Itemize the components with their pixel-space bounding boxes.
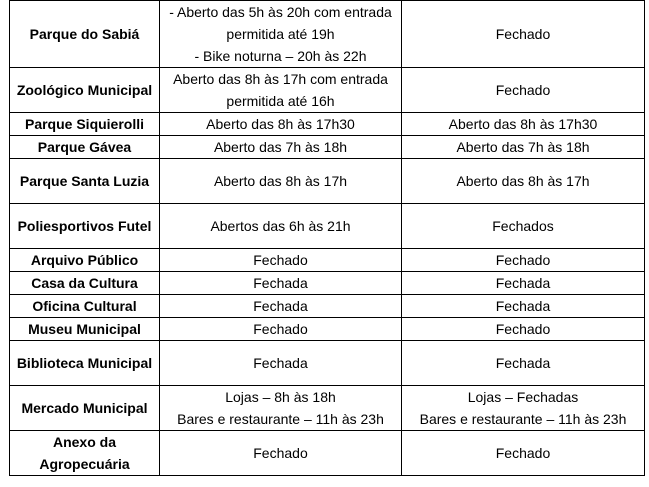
hours-cell-col3: Fechado (402, 318, 645, 341)
venue-name: Mercado Municipal (10, 386, 160, 431)
hours-cell-col2: Fechado (160, 431, 402, 476)
venue-name: Zoológico Municipal (10, 68, 160, 113)
hours-cell-col2: Fechada (160, 341, 402, 386)
venue-name: Anexo da Agropecuária (10, 431, 160, 476)
hours-cell-col3: Fechada (402, 341, 645, 386)
table-row (10, 272, 645, 295)
hours-cell-col2: Fechado (160, 249, 402, 272)
hours-cell-col2: Aberto das 8h às 17h com entrada permitida até 16h (160, 68, 402, 113)
table-row (10, 1, 645, 68)
table-row (10, 68, 645, 113)
venue-name: Oficina Cultural (10, 295, 160, 318)
venue-name: Casa da Cultura (10, 272, 160, 295)
table-row (10, 136, 645, 159)
hours-cell-col3: Fechada (402, 295, 645, 318)
hours-cell-col2: Aberto das 8h às 17h (160, 159, 402, 204)
hours-cell-col3: Fechado (402, 249, 645, 272)
hours-cell-col2: Lojas – 8h às 18h Bares e restaurante – 11h às 23h (160, 386, 402, 431)
table-row (10, 249, 645, 272)
table-row (10, 318, 645, 341)
table-row (10, 159, 645, 204)
hours-cell-col3: Aberto das 8h às 17h (402, 159, 645, 204)
table-row (10, 295, 645, 318)
hours-cell-col2: Fechada (160, 295, 402, 318)
hours-cell-col3: Aberto das 8h às 17h30 (402, 113, 645, 136)
table-row (10, 431, 645, 476)
hours-cell-col2: Aberto das 8h às 17h30 (160, 113, 402, 136)
hours-cell-col3: Aberto das 7h às 18h (402, 136, 645, 159)
table-row (10, 204, 645, 249)
hours-cell-col2: Abertos das 6h às 21h (160, 204, 402, 249)
venue-name: Parque Gávea (10, 136, 160, 159)
venue-name: Arquivo Público (10, 249, 160, 272)
venue-name: Poliesportivos Futel (10, 204, 160, 249)
hours-cell-col2: Fechado (160, 318, 402, 341)
venue-name: Parque Santa Luzia (10, 159, 160, 204)
hours-cell-col3: Fechado (402, 68, 645, 113)
hours-cell-col2: Fechada (160, 272, 402, 295)
hours-cell-col3: Fechado (402, 431, 645, 476)
hours-cell-col2: - Aberto das 5h às 20h com entrada permitida até 19h - Bike noturna – 20h às 22h (160, 1, 402, 68)
venue-name: Museu Municipal (10, 318, 160, 341)
table-row (10, 386, 645, 431)
venue-name: Parque do Sabiá (10, 1, 160, 68)
hours-cell-col3: Fechada (402, 272, 645, 295)
hours-cell-col3: Fechado (402, 1, 645, 68)
venue-name: Parque Siquierolli (10, 113, 160, 136)
hours-cell-col2: Aberto das 7h às 18h (160, 136, 402, 159)
hours-cell-col3: Lojas – Fechadas Bares e restaurante – 11h às 23h (402, 386, 645, 431)
table-row (10, 341, 645, 386)
hours-cell-col3: Fechados (402, 204, 645, 249)
schedule-table (9, 0, 645, 476)
venue-name: Biblioteca Municipal (10, 341, 160, 386)
table-row (10, 113, 645, 136)
